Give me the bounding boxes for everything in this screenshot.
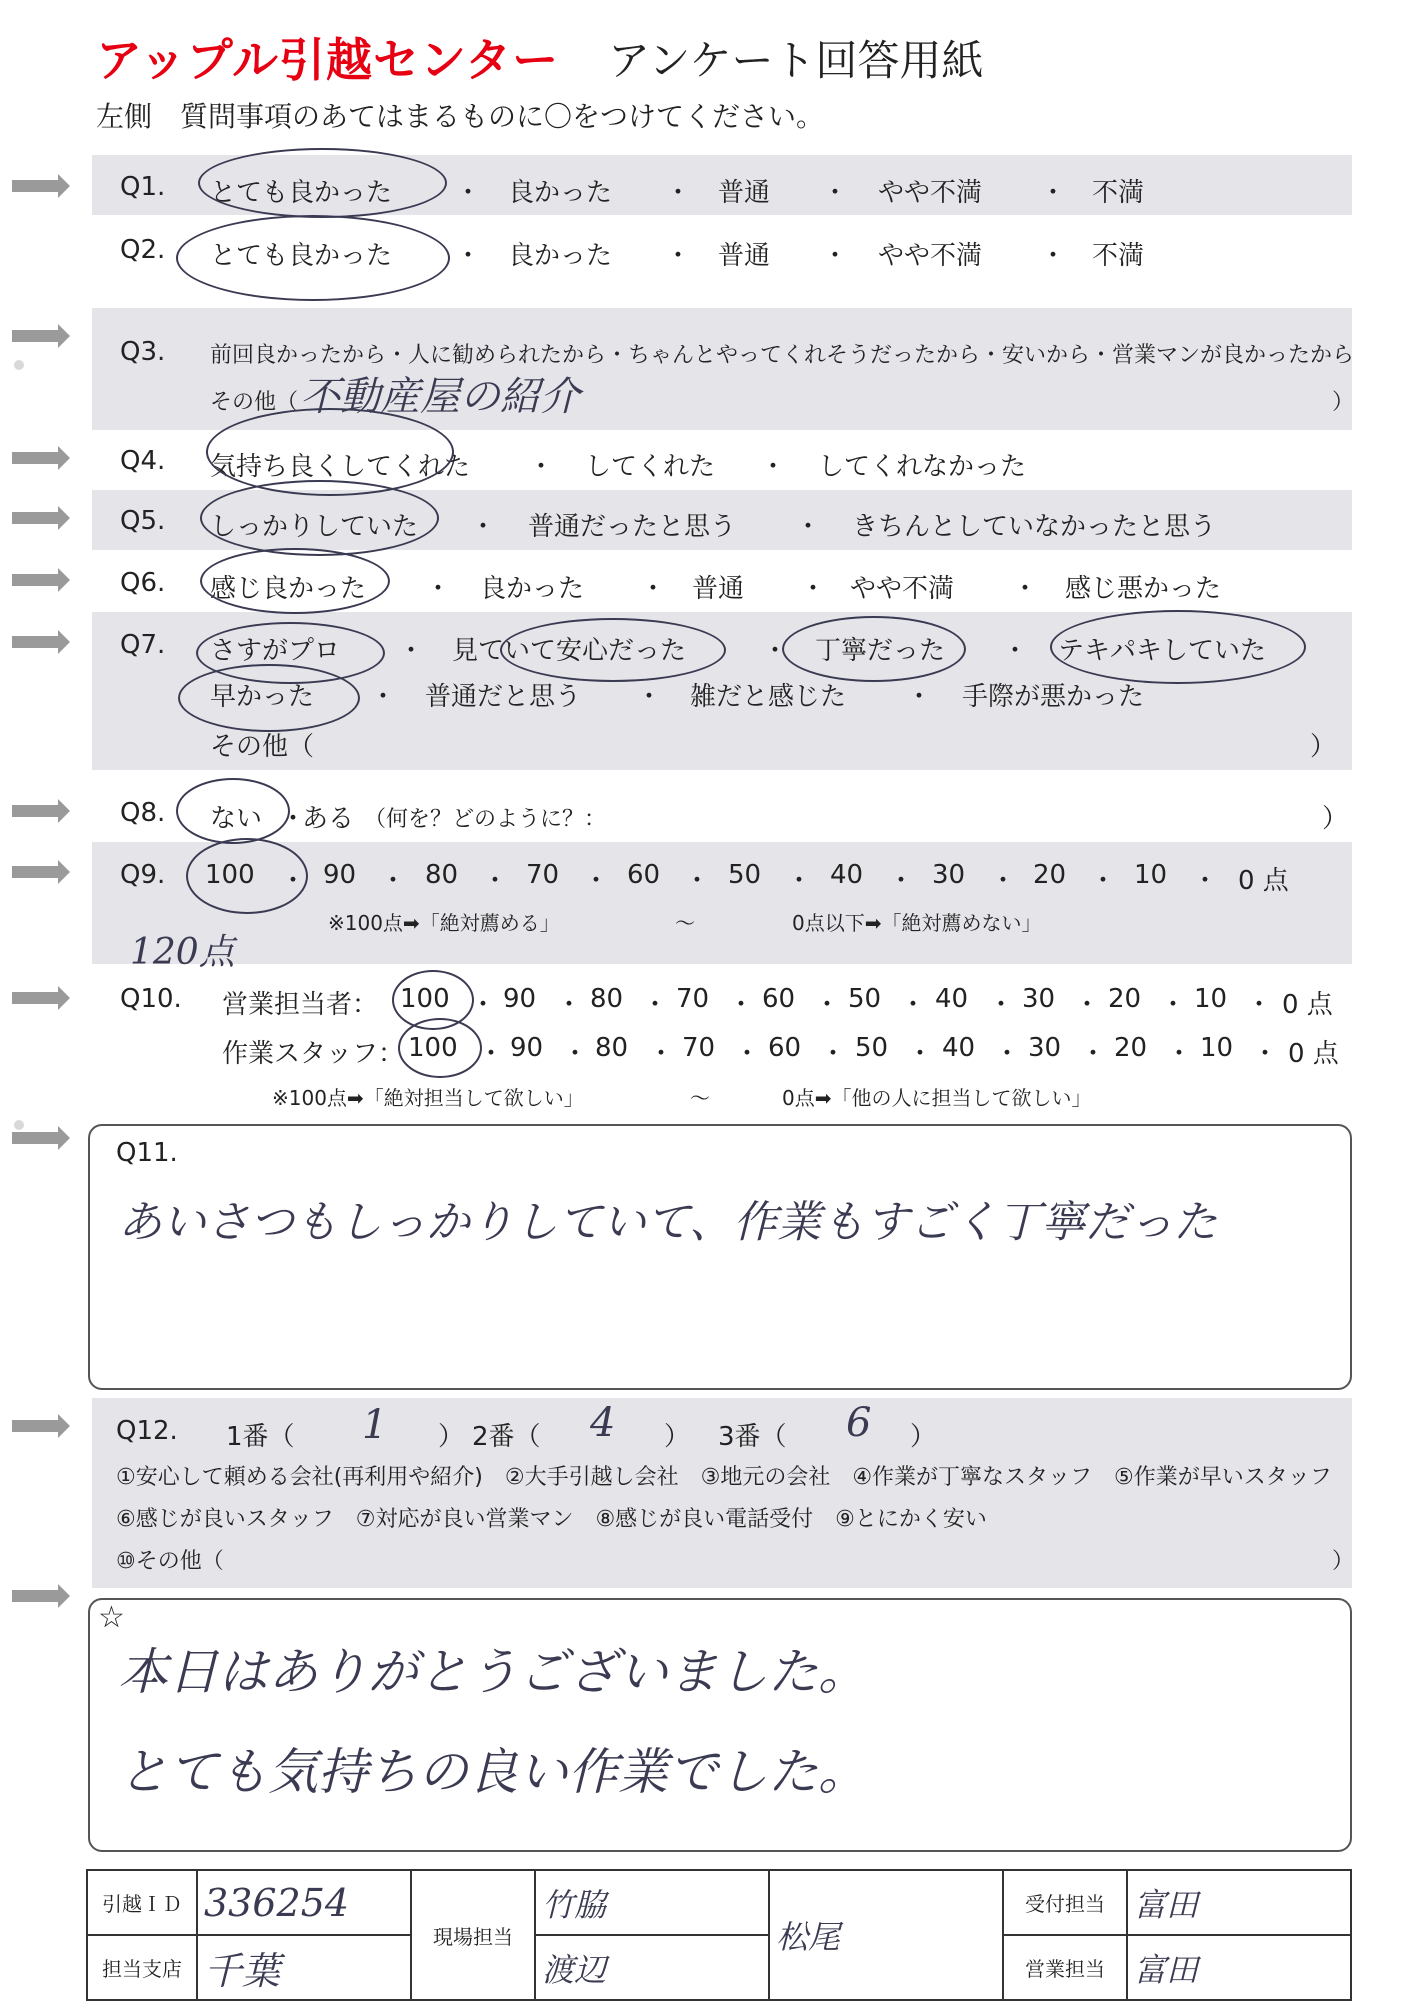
q9-label: Q9.: [120, 860, 166, 890]
q10-staff-score[interactable]: 0 点: [1288, 1039, 1339, 1069]
arrow-icon: [12, 452, 60, 464]
site-label: 現場担当: [411, 1870, 535, 2000]
arrow-icon: [12, 512, 60, 524]
answer-circle: [178, 664, 360, 732]
q10-sales-score[interactable]: 20: [1108, 984, 1142, 1014]
arrow-icon: [12, 805, 60, 817]
answer-circle: [176, 778, 290, 844]
q12-choices-other: ⑩その他（: [116, 1549, 224, 1574]
q10-sales-label: 営業担当者：: [222, 990, 379, 1020]
answer-circle: [782, 616, 966, 682]
answer-circle: [198, 148, 447, 218]
q9-score[interactable]: 70: [526, 860, 560, 890]
q10-staff-score[interactable]: 40: [942, 1033, 976, 1063]
q10-sales-score[interactable]: 30: [1022, 984, 1056, 1014]
q3-label: Q3.: [120, 337, 166, 367]
q9-score[interactable]: 20: [1033, 860, 1067, 890]
q10-sales-score[interactable]: 70: [676, 984, 710, 1014]
q6-option[interactable]: 感じ良かった: [210, 574, 367, 604]
q4-option[interactable]: してくれた: [585, 452, 716, 482]
q10-staff-score[interactable]: 60: [768, 1033, 802, 1063]
q5-option[interactable]: きちんとしていなかったと思う: [852, 512, 1217, 542]
q3-other-prefix: その他（: [210, 390, 299, 415]
q9-score[interactable]: 40: [830, 860, 864, 890]
q7-other: その他（: [210, 732, 315, 762]
q10-sales-score[interactable]: 60: [762, 984, 796, 1014]
q8-label: Q8.: [120, 798, 166, 828]
sales-label: 営業担当: [1003, 1935, 1127, 2000]
q10-sales-score[interactable]: 90: [503, 984, 537, 1014]
q6-label: Q6.: [120, 568, 166, 598]
q3-other-answer: 不動産屋の紹介: [300, 374, 580, 420]
punch-hole: [14, 1120, 24, 1130]
arrow-icon: [12, 574, 60, 586]
q10-staff-score[interactable]: 20: [1114, 1033, 1148, 1063]
answer-circle: [200, 548, 390, 614]
arrow-icon: [12, 1590, 60, 1602]
q7-option[interactable]: 丁寧だった: [815, 636, 946, 666]
q2-option[interactable]: 普通: [718, 241, 771, 271]
q5-label: Q5.: [120, 506, 166, 536]
arrow-icon: [12, 1420, 60, 1432]
q2-option[interactable]: 良かった: [508, 241, 613, 271]
q6-option[interactable]: 良かった: [480, 574, 585, 604]
answer-circle: [200, 480, 439, 556]
q2-option[interactable]: 不満: [1092, 241, 1145, 271]
q1-option[interactable]: 不満: [1092, 178, 1145, 208]
staff-table: [86, 1869, 1352, 2001]
branch: 千葉: [197, 1935, 411, 2000]
q3-options[interactable]: 前回良かったから・人に勧められたから・ちゃんとやってくれそうだったから・安いから・営業マンが良かったから: [210, 343, 1355, 368]
q10-sales-score[interactable]: 100: [400, 984, 450, 1014]
q7-option[interactable]: さすがプロ: [210, 636, 341, 666]
q7-option[interactable]: 雑だと感じた: [690, 682, 847, 712]
comment-line1: 本日はありがとうございました。: [118, 1643, 868, 1701]
q12-second: 4: [590, 1400, 616, 1446]
q9-score[interactable]: 30: [932, 860, 966, 890]
q5-option[interactable]: 普通だったと思う: [528, 512, 737, 542]
punch-hole: [14, 360, 24, 370]
q2-option[interactable]: やや不満: [878, 241, 983, 271]
q10-sales-score[interactable]: 50: [848, 984, 882, 1014]
answer-circle: [186, 838, 308, 914]
q1-option[interactable]: やや不満: [878, 178, 983, 208]
q7-option[interactable]: 見ていて安心だった: [452, 636, 687, 666]
q9-note-right: 0点以下➡「絶対薦めない」: [792, 911, 1042, 935]
q10-sales-score[interactable]: 40: [935, 984, 969, 1014]
q1-option[interactable]: とても良かった: [210, 178, 393, 208]
site-staff-2: 渡辺: [535, 1935, 769, 2000]
q6-option[interactable]: やや不満: [850, 574, 955, 604]
comment-line2: とても気持ちの良い作業でした。: [118, 1743, 868, 1801]
arrow-icon: [12, 180, 60, 192]
q6-option[interactable]: 普通: [692, 574, 745, 604]
move-id: 336254: [197, 1870, 411, 1935]
q1-option[interactable]: 普通: [718, 178, 771, 208]
instruction: 左側 質問事項のあてはまるものに〇をつけてください。: [96, 100, 825, 133]
q10-staff-score[interactable]: 30: [1028, 1033, 1062, 1063]
q2-option[interactable]: とても良かった: [210, 241, 393, 271]
q4-option[interactable]: 気持ち良くしてくれた: [210, 452, 471, 482]
arrow-icon: [12, 330, 60, 342]
q10-note-left: ※100点➡「絶対担当して欲しい」: [272, 1086, 584, 1110]
q12-choices-line1: ①安心して頼める会社(再利用や紹介) ②大手引越し会社 ③地元の会社 ④作業が丁寧なスタッフ ⑤作業が早いスタッフ: [116, 1465, 1332, 1490]
q12-choices-line2: ⑥感じが良いスタッフ ⑦対応が良い営業マン ⑧感じが良い電話受付 ⑨とにかく安い: [116, 1507, 987, 1532]
q7-option[interactable]: 手際が悪かった: [962, 682, 1145, 712]
q10-sales-score[interactable]: 0 点: [1282, 990, 1333, 1020]
q10-label: Q10.: [120, 984, 182, 1014]
star-icon: ☆: [98, 1600, 125, 1635]
q10-sales-score[interactable]: 80: [590, 984, 624, 1014]
site-staff-3: 松尾: [769, 1870, 1003, 2000]
q10-staff-score[interactable]: 80: [595, 1033, 629, 1063]
company-name: アップル引越センター: [96, 33, 560, 87]
arrow-icon: [12, 992, 60, 1004]
q7-option[interactable]: 普通だと思う: [425, 682, 582, 712]
q7-option[interactable]: テキパキしていた: [1058, 636, 1267, 666]
reception-label: 受付担当: [1003, 1870, 1127, 1935]
q12-third: 6: [846, 1400, 872, 1446]
q10-sales-score[interactable]: 10: [1194, 984, 1228, 1014]
answer-circle: [500, 618, 726, 682]
q9-score[interactable]: 0 点: [1238, 866, 1289, 896]
q1-label: Q1.: [120, 172, 166, 202]
q12-first: 1: [362, 1402, 388, 1448]
q5-option[interactable]: しっかりしていた: [210, 512, 419, 542]
q10-note-right: 0点➡「他の人に担当して欲しい」: [782, 1086, 1092, 1110]
q8-option-some[interactable]: ある: [302, 804, 355, 834]
site-staff-1: 竹脇: [535, 1870, 769, 1935]
q8-option-none[interactable]: ない: [210, 804, 263, 834]
q11-answer: あいさつもしっかりしていて、作業もすごく丁寧だった: [118, 1197, 1218, 1248]
q9-note-left: ※100点➡「絶対薦める」: [328, 911, 560, 935]
q10-staff-score[interactable]: 50: [855, 1033, 889, 1063]
q10-staff-score[interactable]: 100: [408, 1033, 458, 1063]
q1-option[interactable]: 良かった: [508, 178, 613, 208]
arrow-icon: [12, 866, 60, 878]
q10-staff-score[interactable]: 10: [1200, 1033, 1234, 1063]
q9-score[interactable]: 100: [205, 860, 255, 890]
q12-label: Q12.: [116, 1416, 178, 1446]
q9-score[interactable]: 50: [728, 860, 762, 890]
answer-circle: [398, 1018, 482, 1078]
q10-staff-score[interactable]: 90: [510, 1033, 544, 1063]
q6-option[interactable]: 感じ悪かった: [1065, 574, 1222, 604]
move-id-label: 引越ＩＤ: [87, 1870, 197, 1935]
q2-label: Q2.: [120, 235, 166, 265]
q7-label: Q7.: [120, 630, 166, 660]
arrow-icon: [12, 1132, 60, 1144]
q9-score[interactable]: 10: [1134, 860, 1168, 890]
reception-staff: 富田: [1127, 1870, 1351, 1935]
arrow-icon: [12, 636, 60, 648]
q9-score[interactable]: 90: [323, 860, 357, 890]
answer-circle: [176, 215, 450, 301]
sales-staff: 富田: [1127, 1935, 1351, 2000]
answer-circle: [1050, 610, 1306, 684]
q7-option[interactable]: 早かった: [210, 682, 315, 712]
form-title: アンケート回答用紙: [608, 36, 984, 85]
q9-handwritten: 120点: [130, 932, 235, 973]
q10-staff-score[interactable]: 70: [682, 1033, 716, 1063]
q11-box[interactable]: [88, 1124, 1352, 1390]
q10-staff-label: 作業スタッフ：: [222, 1039, 405, 1069]
branch-label: 担当支店: [87, 1935, 197, 2000]
q9-score[interactable]: 60: [627, 860, 661, 890]
q11-label: Q11.: [116, 1138, 178, 1168]
q9-score[interactable]: 80: [425, 860, 459, 890]
q4-label: Q4.: [120, 446, 166, 476]
q8-hint: （何を？どのように？：: [364, 807, 607, 832]
q4-option[interactable]: してくれなかった: [818, 452, 1027, 482]
